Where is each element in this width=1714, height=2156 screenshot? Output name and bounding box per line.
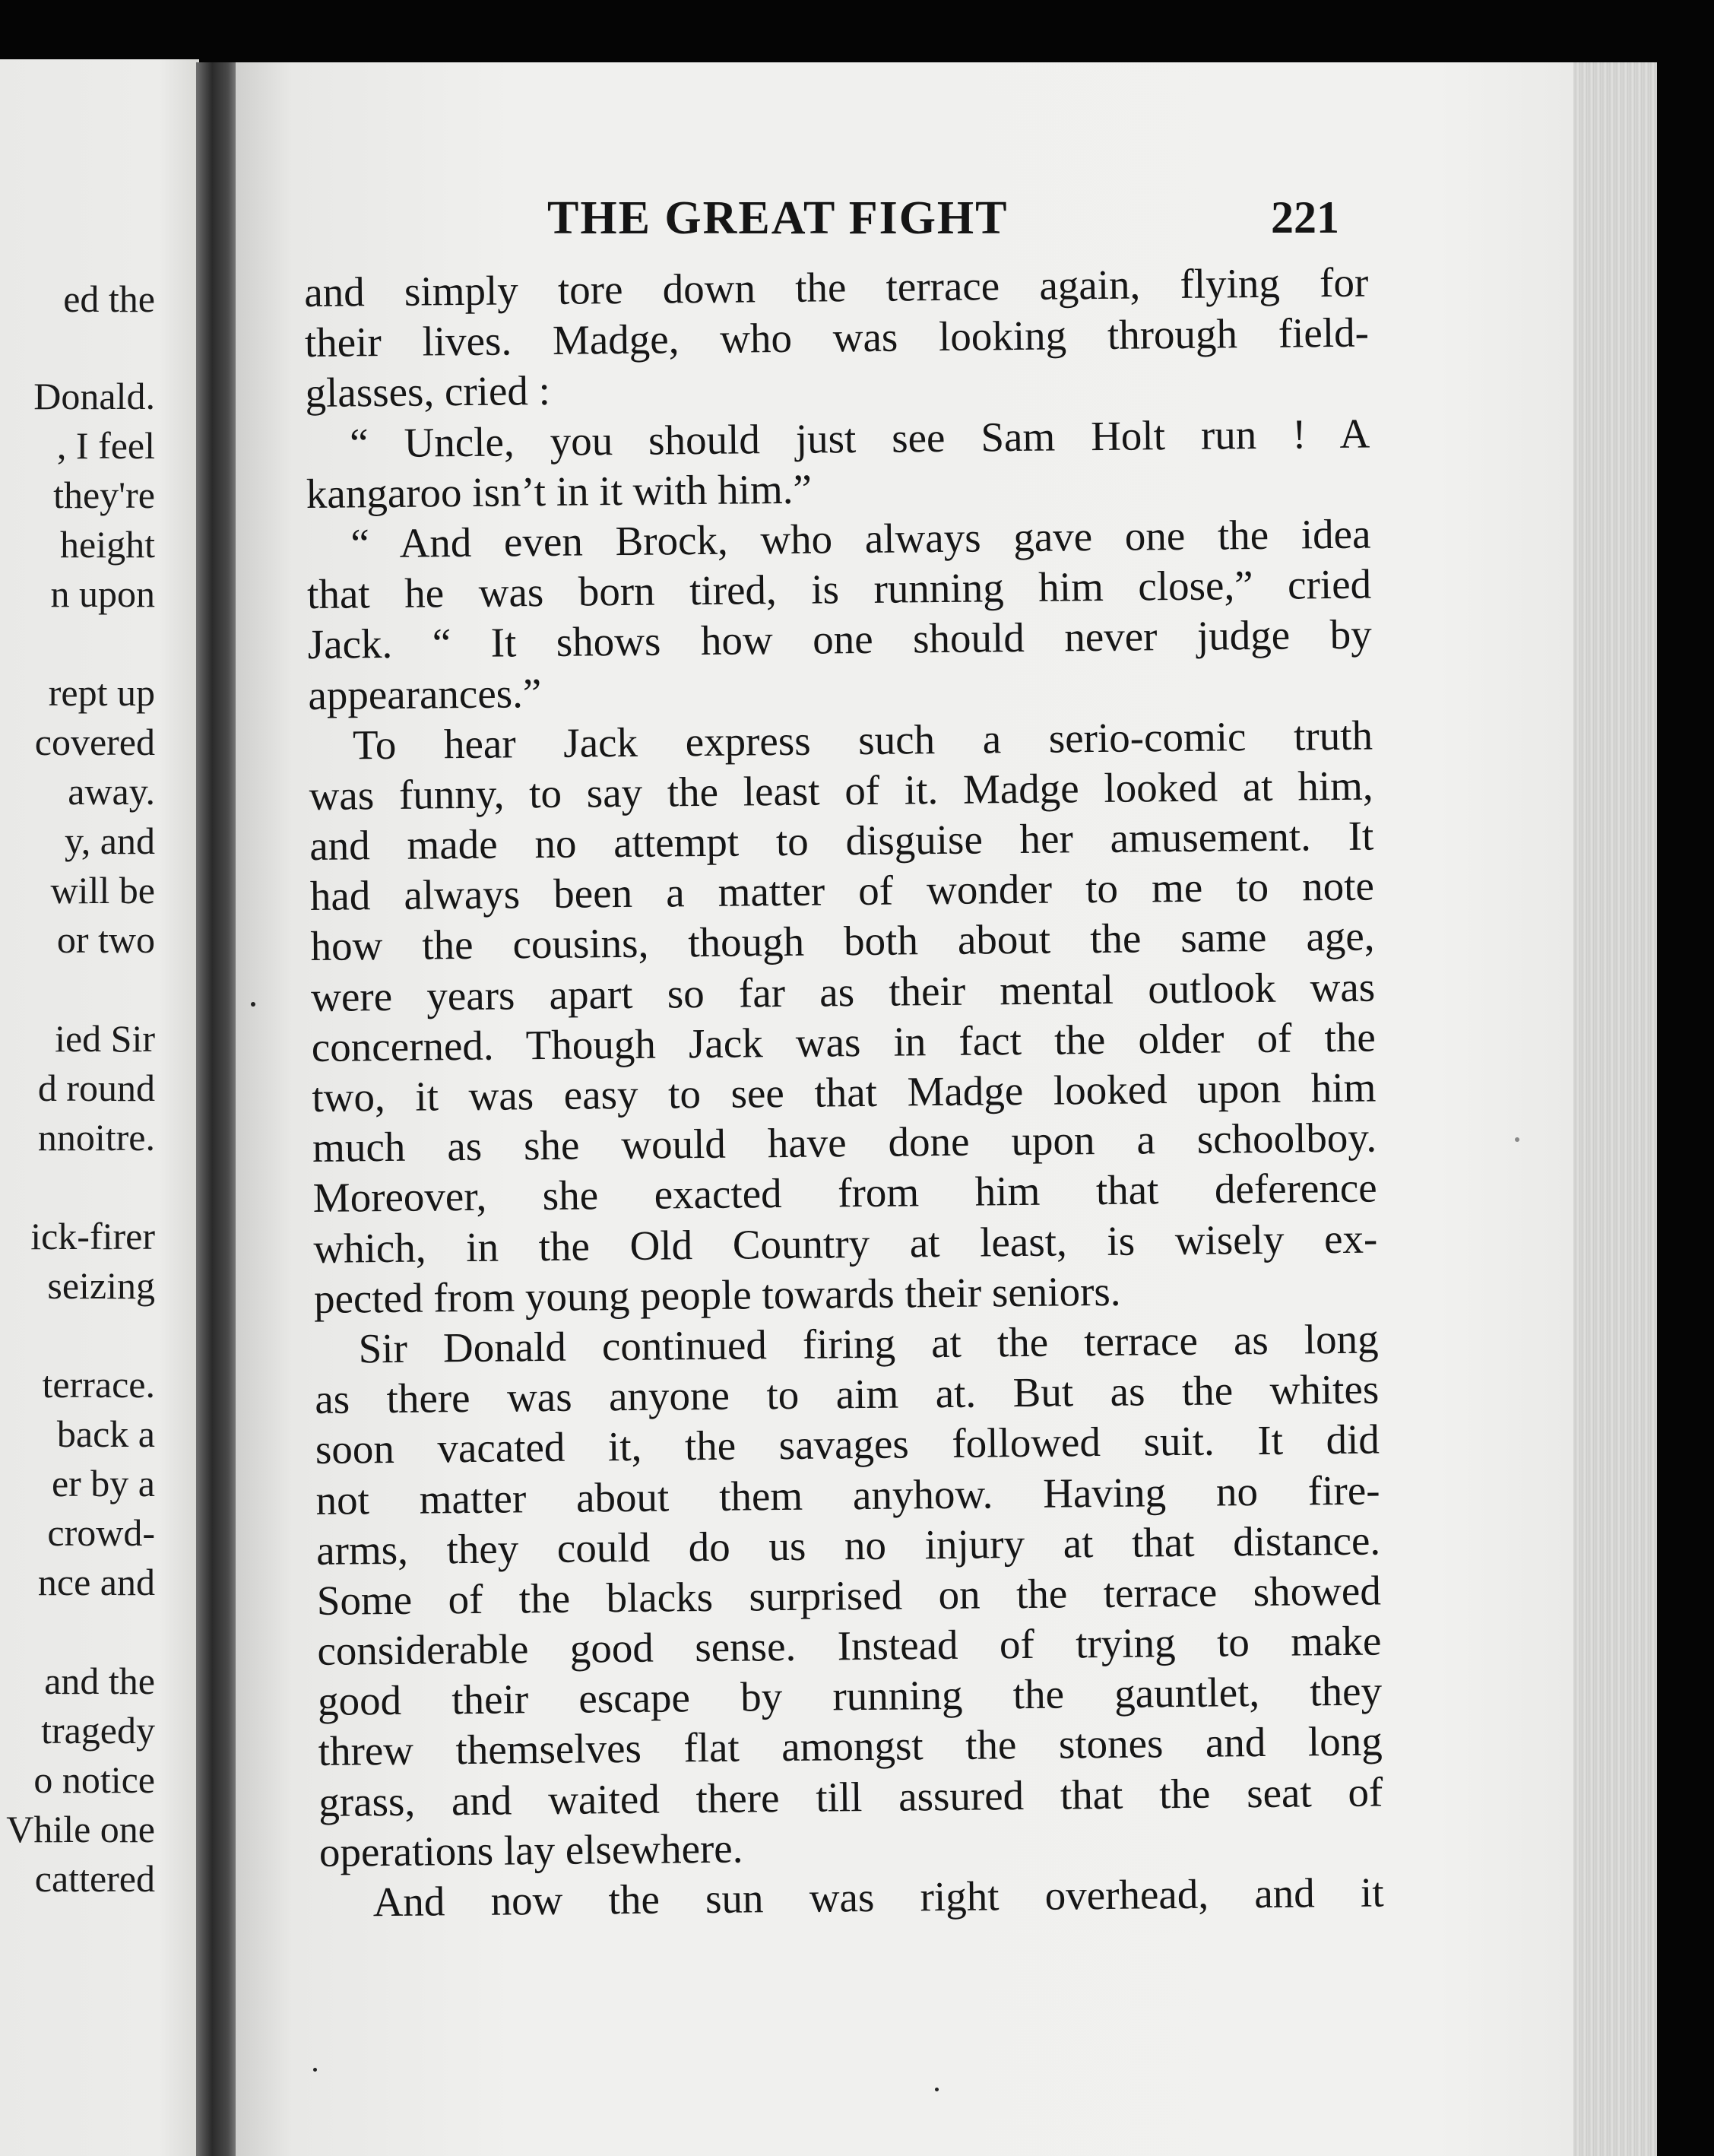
left-page-line: d round xyxy=(37,1067,155,1109)
left-page-line: seizing xyxy=(47,1264,155,1307)
text-line: much as she would have done upon a schoolboy. xyxy=(312,1114,1377,1172)
text-line: “ Uncle, you should just see Sam Holt run ! A xyxy=(349,410,1370,466)
page-edges xyxy=(1573,62,1657,2156)
left-page-line: n upon xyxy=(50,572,155,615)
left-page-line: terrace. xyxy=(42,1363,155,1406)
left-page-line: er by a xyxy=(51,1462,155,1504)
text-line: glasses, cried : xyxy=(305,367,551,417)
running-head: THE GREAT FIGHT xyxy=(547,192,1009,244)
left-page-line: covered xyxy=(34,721,155,763)
left-page-text xyxy=(0,59,199,2156)
left-page-line: crowd- xyxy=(47,1511,155,1554)
text-line: two, it was easy to see that Madge looked upon him xyxy=(312,1064,1377,1121)
left-page-line: Vhile one xyxy=(6,1808,155,1850)
scan-speck xyxy=(1515,1137,1519,1142)
left-page-line: cattered xyxy=(34,1857,155,1900)
text-line: concerned. Though Jack was in fact the older of the xyxy=(311,1013,1377,1070)
text-line: appearances.” xyxy=(308,669,542,718)
left-page-line: nnoitre. xyxy=(37,1116,155,1159)
left-page-line: ick-firer xyxy=(30,1215,155,1257)
text-line: and simply tore down the terrace again, flying for xyxy=(304,258,1369,315)
text-line: Jack. “ It shows how one should never judge by xyxy=(307,610,1372,668)
left-page-line: tragedy xyxy=(41,1709,155,1752)
left-page-line: and the xyxy=(44,1660,155,1702)
scan-speck xyxy=(251,1002,255,1007)
text-line: grass, and waited there till assured that the seat of xyxy=(318,1768,1383,1825)
text-line: which, in the Old Country at least, is wisely ex- xyxy=(313,1215,1378,1272)
text-line: was funny, to say the least of it. Madge looked at him, xyxy=(309,762,1373,819)
text-line: To hear Jack express such a serio-comic truth xyxy=(352,712,1373,769)
text-line: not matter about them anyhow. Having no fire- xyxy=(315,1466,1380,1523)
left-page-line: will be xyxy=(50,869,155,912)
text-line: Sir Donald continued firing at the terrace as long xyxy=(358,1315,1379,1372)
left-page-line: ed the xyxy=(63,277,155,320)
text-line: that he was born tired, is running him close,” cried xyxy=(306,560,1372,618)
text-line: Some of the blacks surprised on the terrace showed xyxy=(316,1567,1382,1624)
left-page-line: rept up xyxy=(48,671,155,714)
text-line: “ And even Brock, who always gave one the idea xyxy=(350,510,1371,567)
text-line: arms, they could do us no injury at that distance. xyxy=(315,1517,1381,1574)
left-page-line: they're xyxy=(53,474,155,516)
text-line: pected from young people towards their seniors. xyxy=(313,1267,1121,1322)
body-text xyxy=(304,258,1384,1929)
left-page-line: away. xyxy=(68,770,155,813)
left-page-line: y, and xyxy=(65,820,155,862)
text-line: considerable good sense. Instead of trying to make xyxy=(317,1617,1382,1674)
text-line: good their escape by running the gauntlet, they xyxy=(317,1667,1383,1725)
left-page-line: o notice xyxy=(33,1758,155,1801)
text-line: how the cousins, though both about the same age, xyxy=(310,912,1375,970)
text-line: And now the sun was right overhead, and it xyxy=(372,1869,1384,1926)
text-line: had always been a matter of wonder to me to note xyxy=(309,862,1375,920)
left-page-line: nce and xyxy=(37,1561,155,1603)
left-page-line: Donald. xyxy=(33,375,155,417)
text-line: as there was anyone to aim at. But as the whites xyxy=(314,1365,1380,1423)
left-page-line: or two xyxy=(56,918,155,961)
text-line: and made no attempt to disguise her amusement. It xyxy=(309,812,1374,870)
left-page-line: height xyxy=(60,523,155,566)
book-gutter xyxy=(196,62,242,2156)
text-line: soon vacated it, the savages followed suit. It did xyxy=(315,1416,1380,1473)
left-page-line: back a xyxy=(56,1412,155,1455)
text-line: kangaroo isn’t in it with him.” xyxy=(306,465,813,517)
text-line: threw themselves flat amongst the stones and long xyxy=(318,1717,1383,1775)
left-page-line: , I feel xyxy=(56,424,155,467)
text-line: their lives. Madge, who was looking through field- xyxy=(304,309,1370,366)
text-line: Moreover, she exacted from him that deference xyxy=(312,1164,1377,1222)
page-number: 221 xyxy=(1271,192,1339,243)
text-line: operations lay elsewhere. xyxy=(318,1825,743,1875)
scan-speck xyxy=(313,2068,317,2072)
scan-speck xyxy=(935,2088,939,2091)
left-facing-page xyxy=(0,59,199,2156)
text-line: were years apart so far as their mental outlook was xyxy=(310,963,1376,1020)
left-page-line: ied Sir xyxy=(55,1017,155,1060)
